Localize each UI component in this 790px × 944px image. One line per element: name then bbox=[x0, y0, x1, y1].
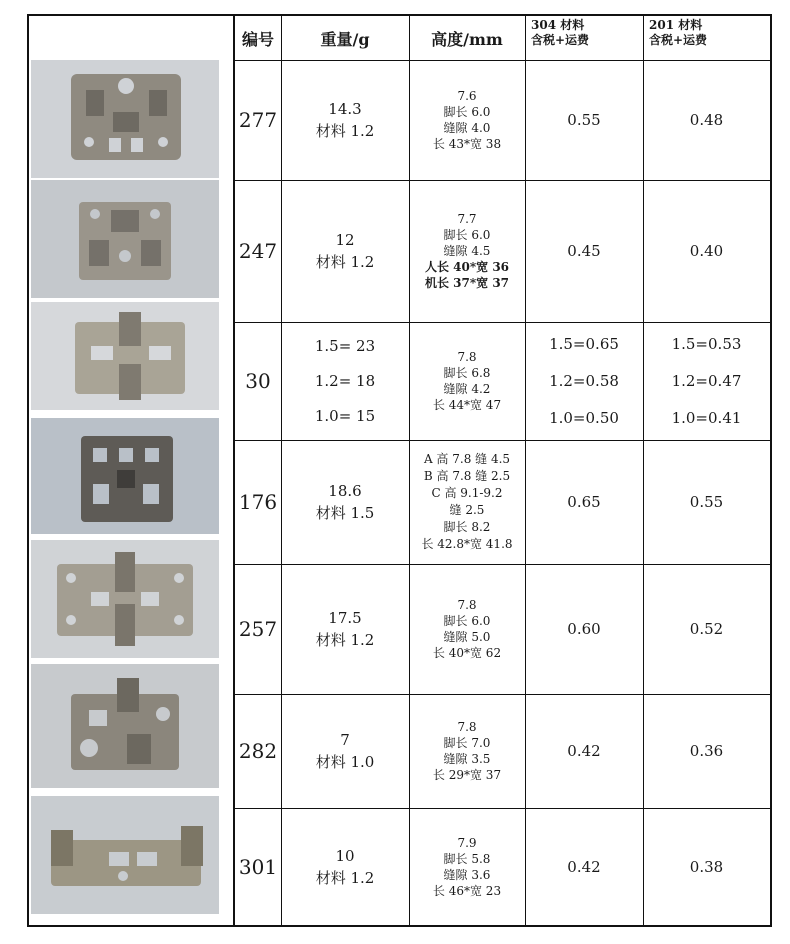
weight-line: 12 bbox=[335, 231, 355, 249]
weight-line: 材料 1.5 bbox=[315, 504, 375, 522]
height-line: 人长 40*宽 36 bbox=[424, 260, 510, 274]
product-photo-column bbox=[29, 16, 235, 925]
row-257-price-304: 0.60 bbox=[567, 620, 601, 638]
height-line: 脚长 8.2 bbox=[443, 520, 491, 534]
height-line: 脚长 7.0 bbox=[443, 736, 491, 750]
row-257-weight bbox=[281, 564, 409, 694]
row-30-weight bbox=[281, 322, 409, 440]
height-line: 缝隙 4.5 bbox=[443, 244, 491, 258]
weight-line: 1.5= 23 bbox=[314, 337, 376, 355]
row-176-price-201: 0.55 bbox=[689, 493, 724, 511]
height-line: 长 42.8*宽 41.8 bbox=[421, 537, 513, 551]
row-176-weight bbox=[281, 440, 409, 564]
row-30-price-304 bbox=[525, 322, 643, 440]
height-line: 长 46*宽 23 bbox=[432, 883, 502, 898]
price-line: 1.2=0.58 bbox=[549, 372, 619, 390]
header-height: 高度/mm bbox=[431, 29, 503, 49]
weight-line: 7 bbox=[340, 731, 350, 749]
height-line: 缝 2.5 bbox=[449, 503, 485, 517]
height-line: 7.6 bbox=[457, 89, 477, 103]
row-277-weight bbox=[281, 60, 409, 180]
header-price-304-line1: 304 材料 bbox=[531, 18, 585, 32]
weight-line: 材料 1.0 bbox=[315, 753, 375, 771]
weight-line: 18.6 bbox=[328, 482, 362, 500]
height-line: A 高 7.8 缝 4.5 bbox=[423, 452, 511, 466]
height-line: 缝隙 5.0 bbox=[443, 630, 491, 644]
row-257-code: 257 bbox=[238, 617, 278, 641]
height-line: C 高 9.1-9.2 bbox=[431, 486, 503, 500]
header-code: 编号 bbox=[241, 29, 274, 49]
header-price-201-line1: 201 材料 bbox=[649, 18, 703, 32]
height-line: 缝隙 4.2 bbox=[443, 382, 491, 396]
height-line: 缝隙 4.0 bbox=[443, 121, 491, 135]
weight-line: 材料 1.2 bbox=[315, 868, 375, 887]
row-301-height bbox=[409, 808, 525, 925]
height-line: 机长 37*宽 37 bbox=[424, 276, 510, 290]
row-282-price-304: 0.42 bbox=[567, 742, 601, 760]
row-277-height bbox=[409, 60, 525, 180]
row-277-price-201: 0.48 bbox=[689, 111, 724, 129]
row-301-price-304: 0.42 bbox=[567, 857, 601, 876]
height-line: 7.8 bbox=[457, 720, 477, 734]
row-277-code: 277 bbox=[238, 108, 278, 132]
weight-line: 1.0= 15 bbox=[314, 407, 376, 425]
header-price-304 bbox=[525, 16, 643, 60]
weight-line: 材料 1.2 bbox=[315, 631, 375, 649]
row-282-code: 282 bbox=[238, 739, 278, 763]
height-line: 脚长 6.0 bbox=[443, 228, 491, 242]
row-301-price-201: 0.38 bbox=[689, 857, 724, 876]
height-line: 7.9 bbox=[457, 835, 477, 850]
row-176-height bbox=[409, 440, 525, 564]
height-line: 长 29*宽 37 bbox=[432, 768, 502, 782]
row-30-price-201 bbox=[643, 322, 770, 440]
row-247-code: 247 bbox=[238, 239, 278, 263]
height-line: 长 43*宽 38 bbox=[432, 137, 502, 151]
height-line: 7.7 bbox=[457, 212, 477, 226]
price-line: 1.0=0.41 bbox=[671, 409, 742, 427]
row-257-price-201: 0.52 bbox=[689, 620, 724, 638]
height-line: B 高 7.8 缝 2.5 bbox=[423, 469, 511, 483]
price-line: 1.2=0.47 bbox=[671, 372, 742, 390]
clip-photo-247 bbox=[31, 180, 219, 298]
row-277-price-304: 0.55 bbox=[567, 111, 601, 129]
header-weight: 重量/g bbox=[320, 29, 370, 49]
price-line: 1.5=0.65 bbox=[549, 335, 619, 353]
row-176-price-304: 0.65 bbox=[567, 493, 601, 511]
weight-line: 17.5 bbox=[328, 609, 362, 627]
weight-line: 10 bbox=[335, 846, 355, 865]
row-301-weight bbox=[281, 808, 409, 925]
row-301-code: 301 bbox=[238, 854, 278, 879]
height-line: 脚长 6.0 bbox=[443, 614, 491, 628]
row-282-price-201: 0.36 bbox=[689, 742, 724, 760]
height-line: 长 44*宽 47 bbox=[432, 398, 502, 412]
row-247-price-304: 0.45 bbox=[567, 242, 601, 260]
price-line: 1.0=0.50 bbox=[549, 409, 619, 427]
height-line: 缝隙 3.6 bbox=[443, 867, 491, 882]
row-257-height bbox=[409, 564, 525, 694]
row-30-height bbox=[409, 322, 525, 440]
clip-photo-30 bbox=[31, 302, 219, 410]
row-282-weight bbox=[281, 694, 409, 808]
row-176-code: 176 bbox=[238, 490, 278, 514]
spec-table bbox=[235, 16, 770, 925]
clip-photo-282 bbox=[31, 664, 219, 788]
height-line: 脚长 6.8 bbox=[443, 366, 491, 380]
row-30-code: 30 bbox=[245, 369, 271, 393]
height-line: 长 40*宽 62 bbox=[432, 646, 502, 660]
clip-photo-277 bbox=[31, 60, 219, 178]
height-line: 7.8 bbox=[457, 350, 477, 364]
height-line: 缝隙 3.5 bbox=[443, 752, 491, 766]
height-line: 脚长 6.0 bbox=[443, 105, 491, 119]
weight-line: 材料 1.2 bbox=[315, 122, 375, 140]
weight-line: 材料 1.2 bbox=[315, 253, 375, 271]
clip-photo-176 bbox=[31, 418, 219, 534]
clip-photo-257 bbox=[31, 540, 219, 658]
price-line: 1.5=0.53 bbox=[671, 335, 742, 353]
header-price-304-line2: 含税+运费 bbox=[531, 33, 590, 47]
spec-table-frame bbox=[27, 14, 772, 927]
weight-line: 1.2= 18 bbox=[314, 372, 376, 390]
weight-line: 14.3 bbox=[328, 100, 362, 118]
row-247-weight bbox=[281, 180, 409, 322]
row-247-height bbox=[409, 180, 525, 322]
height-line: 7.8 bbox=[457, 598, 477, 612]
clip-photo-301 bbox=[31, 796, 219, 914]
header-price-201 bbox=[643, 16, 770, 60]
row-282-height bbox=[409, 694, 525, 808]
row-247-price-201: 0.40 bbox=[689, 242, 724, 260]
height-line: 脚长 5.8 bbox=[443, 851, 491, 866]
header-price-201-line2: 含税+运费 bbox=[649, 33, 708, 47]
